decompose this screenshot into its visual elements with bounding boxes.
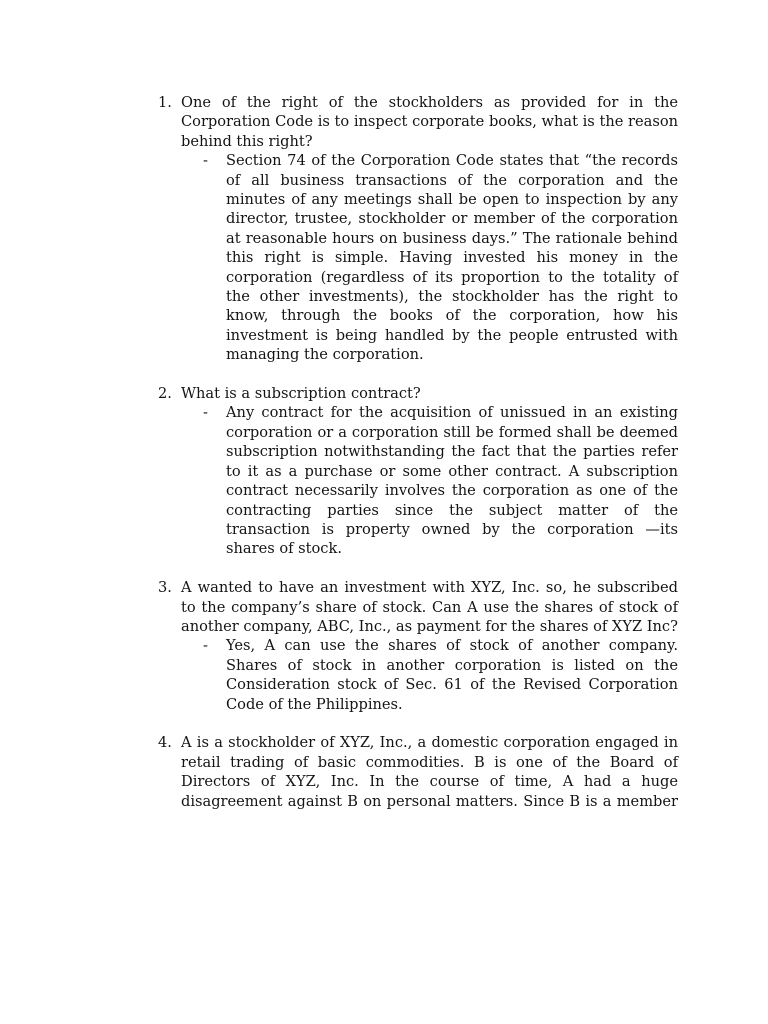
question-item-4	[158, 733, 678, 811]
answer-item	[181, 636, 678, 714]
answer-dash: -	[203, 152, 208, 170]
answer-item	[181, 403, 678, 558]
question-text: What is a subscription contract?	[181, 385, 421, 403]
answer-text: Yes, A can use the shares of stock of another company. Shares of stock in another corporation is listed on the Consideration stock of Sec. 61 of the Revised Corporation Code of the Philippines.	[226, 637, 678, 713]
question-item-2	[158, 384, 678, 559]
answer-text: Any contract for the acquisition of unissued in an existing corporation or a corporation still be formed shall be deemed subscription notwithstanding the fact that the parties refer to it as a purchase or some other contract. A subscription contract necessarily involves the corporation as one of the contracting parties since the subject matter of the transaction is property owned by the corporation —its shares of stock.	[226, 404, 678, 558]
question-text: A is a stockholder of XYZ, Inc., a domestic corporation engaged in retail trading of basic commodities. B is one of the Board of Directors of XYZ, Inc. In the course of time, A had a huge disagreement against B on personal matters. Since B is a member	[181, 734, 678, 810]
question-number: 1.	[158, 94, 172, 111]
question-list	[158, 93, 678, 830]
question-number: 3.	[158, 579, 172, 597]
answer-item	[181, 151, 678, 364]
answer-dash: -	[203, 404, 208, 422]
question-text: One of the right of the stockholders as provided for in the Corporation Code is to inspect corporate books, what is the reason behind this right?	[181, 94, 678, 150]
question-item-1	[158, 93, 678, 365]
question-text: A wanted to have an investment with XYZ, Inc. so, he subscribed to the company’s share of stock. Can A use the shares of stock of another company, ABC, Inc., as payment for the shares of XYZ Inc?	[181, 579, 678, 635]
answer-text: Section 74 of the Corporation Code states that “the records of all business transactions of the corporation and the minutes of any meetings shall be open to inspection by any director, trustee, stockholder or member of the corporation at reasonable hours on business days.” The rationale behind this right is simple. Having invested his money in the corporation (regardless of its proportion to the totality of the other investments), the stockholder has the right to know, through the books of the corporation, how his investment is being handled by the people entrusted with managing the corporation.	[226, 152, 678, 364]
question-number: 2.	[158, 385, 172, 403]
question-number: 4.	[158, 734, 172, 752]
question-item-3	[158, 578, 678, 714]
answer-dash: -	[203, 637, 208, 655]
